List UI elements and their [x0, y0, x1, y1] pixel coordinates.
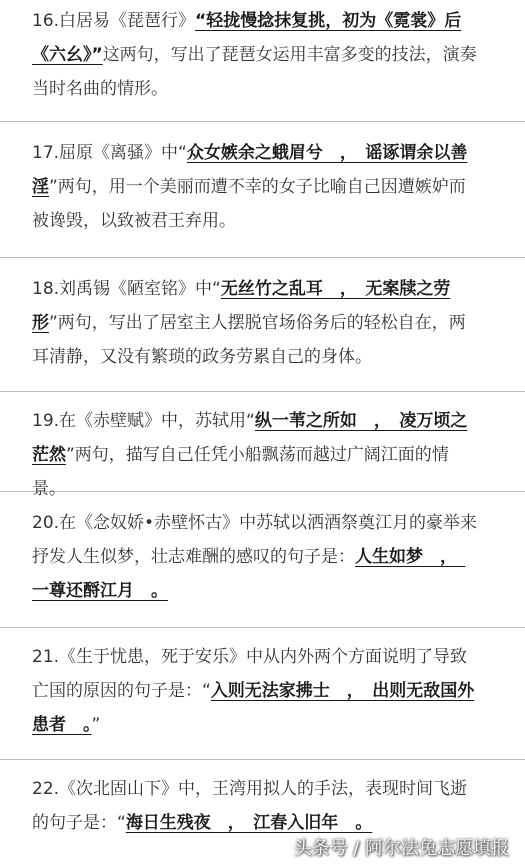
- answer-blank: 众女嫉余之蛾眉兮 ， 谣诼谓余以善淫: [32, 143, 468, 197]
- question-text: 21.《生于忧患，死于安乐》中从内外两个方面说明了导致亡国的原因的句子是：“: [32, 647, 468, 701]
- question-text: 16.白居易《琵琶行》: [32, 11, 196, 31]
- question-18: [32, 272, 482, 374]
- answer-blank: 无丝竹之乱耳 ， 无案牍之劳形: [32, 279, 451, 333]
- answer-blank: 入则无法家拂士 ， 出则无敌国外患者 。: [32, 681, 475, 735]
- question-text-cont: ”两句，描写自己任凭小船飘荡而越过广阔江面的情景。: [32, 445, 449, 499]
- question-text-cont: ”: [91, 715, 101, 735]
- divider: [0, 627, 525, 628]
- question-22: [32, 772, 482, 840]
- divider: [0, 257, 525, 258]
- question-19: [32, 404, 482, 506]
- answer-blank: 人生如梦 ， 一尊还酹江月 。: [32, 547, 466, 601]
- question-20: [32, 506, 482, 608]
- answer-blank: “轻拢慢捻抹复挑，初为《霓裳》后《六幺》”: [32, 11, 462, 65]
- question-text: 19.在《赤壁赋》中，苏轼用“: [32, 411, 255, 431]
- question-text: 20.在《念奴娇•赤壁怀古》中苏轼以洒酒祭奠江月的豪举来抒发人生似梦，壮志难酬的感叹的句子是：: [32, 513, 478, 567]
- watermark-text: 头条号 / 阿尔法兔志愿填报: [293, 838, 509, 859]
- question-text: 17.屈原《离骚》中“: [32, 143, 187, 163]
- question-text-cont: ”两句，写出了居室主人摆脱官场俗务后的轻松自在，两耳清静，又没有繁琐的政务劳累自己的身体。: [32, 313, 466, 367]
- question-16: [32, 4, 482, 106]
- question-text-cont: 这两句，写出了琵琶女运用丰富多变的技法，演奏当时名曲的情形。: [32, 45, 477, 99]
- answer-blank: 纵一苇之所如 ， 凌万顷之茫然: [32, 411, 468, 465]
- question-21: [32, 640, 482, 742]
- question-17: [32, 136, 482, 238]
- divider: [0, 121, 525, 122]
- divider: [0, 391, 525, 392]
- answer-blank: 海日生残夜 ， 江春入旧年 。: [125, 813, 373, 833]
- question-text: 22.《次北固山下》中，王湾用拟人的手法，表现时间飞逝的句子是：“: [32, 779, 468, 833]
- divider: [0, 759, 525, 760]
- question-text-cont: ”两句，用一个美丽而遭不幸的女子比喻自己因遭嫉妒而被谗毁，以致被君王弃用。: [32, 177, 466, 231]
- question-text: 18.刘禹锡《陋室铭》中“: [32, 279, 221, 299]
